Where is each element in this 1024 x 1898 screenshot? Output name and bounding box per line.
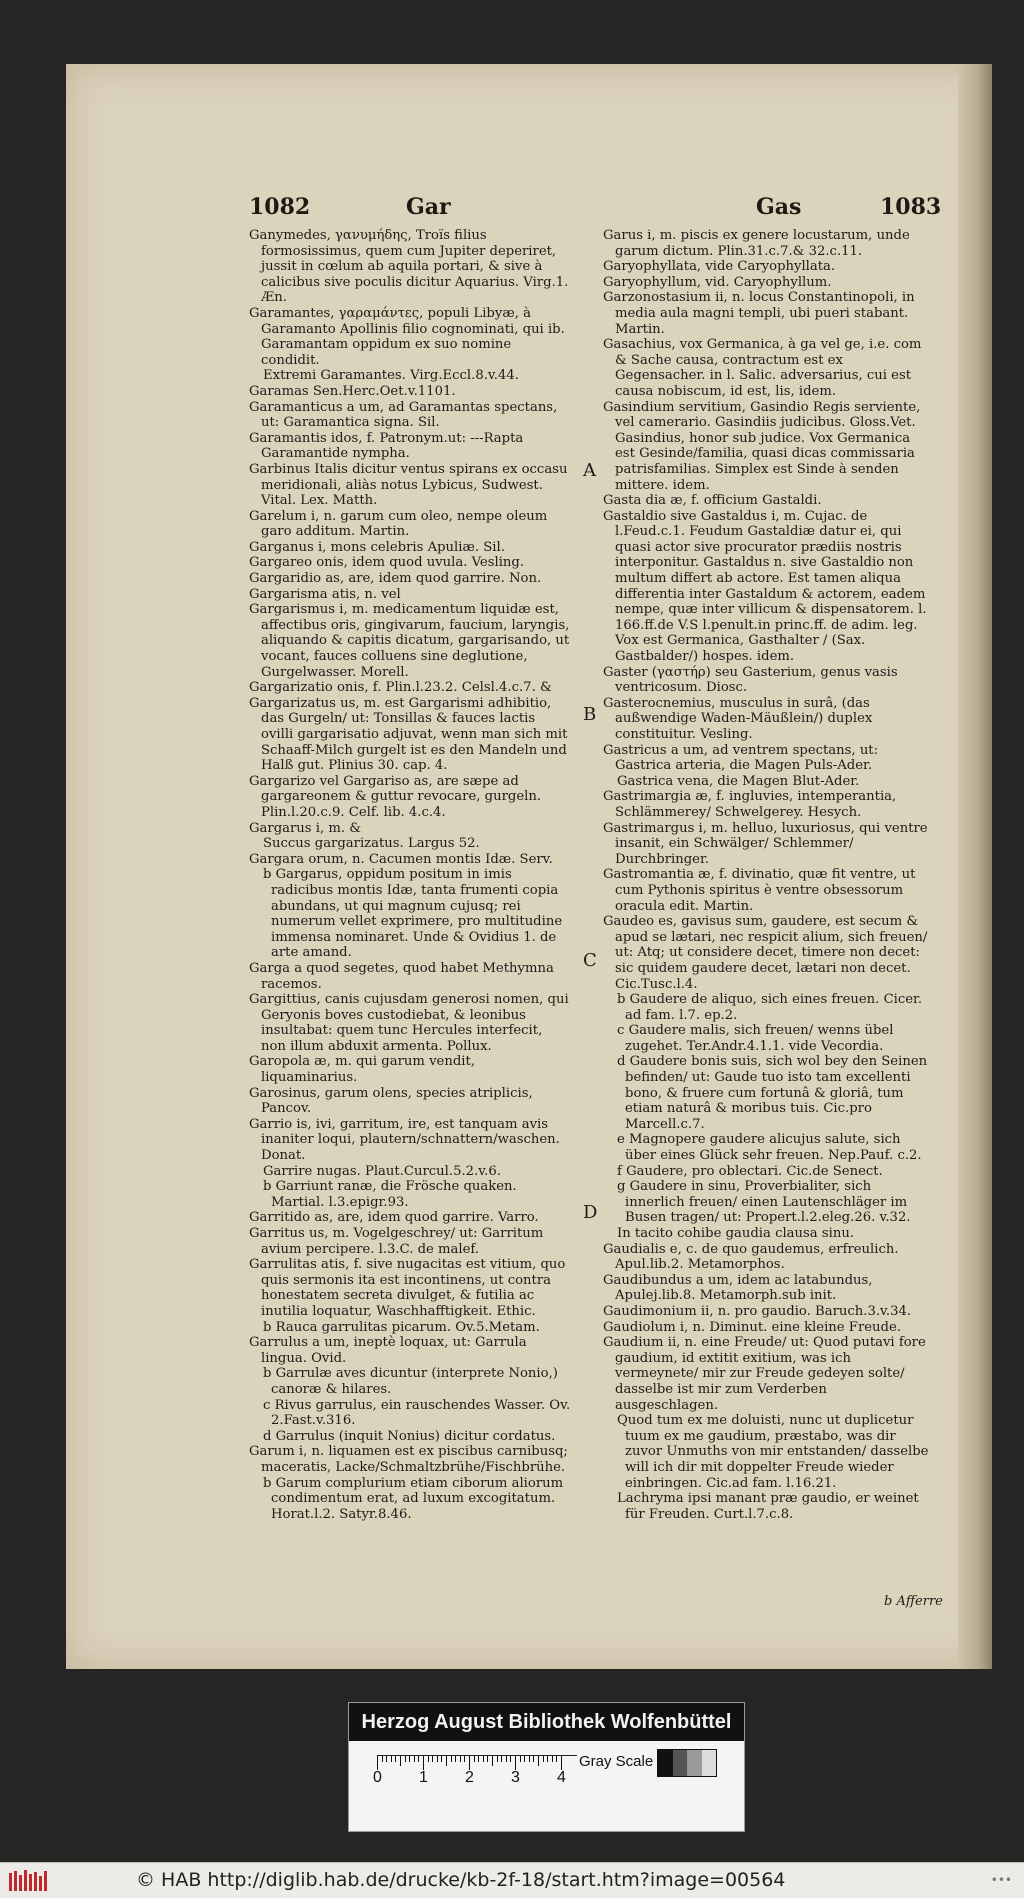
ruler-number: 4 xyxy=(557,1769,566,1786)
ruler-tick xyxy=(487,1756,488,1762)
dictionary-entry: b Garriunt ranæ, die Frösche quaken. Martial. l.3.epigr.93. xyxy=(263,1179,517,1210)
dictionary-entry: Succus gargarizatus. Largus 52. xyxy=(263,836,480,852)
ruler-tick xyxy=(460,1756,461,1762)
ruler-tick xyxy=(556,1756,557,1762)
left-column xyxy=(249,228,571,1522)
ruler-tick xyxy=(455,1756,456,1762)
ruler-tick xyxy=(423,1756,424,1770)
dictionary-entry: c Gaudere malis, sich freuen/ wenns übel zugehet. Ter.Andr.4.1.1. vide Vecordia. xyxy=(617,1023,894,1054)
ruler-tick xyxy=(432,1756,433,1762)
ruler-number: 1 xyxy=(419,1769,428,1786)
dictionary-entry: Garritus us, m. Vogelgeschrey/ ut: Garritum avium percipere. l.3.C. de malef. xyxy=(249,1226,544,1257)
ruler-tick xyxy=(543,1756,544,1762)
ruler-tick xyxy=(386,1756,387,1762)
dictionary-entry: Gaster (γαστήρ) seu Gasterium, genus vasis ventricosum. Diosc. xyxy=(603,664,898,696)
gray-scale-swatch xyxy=(657,1749,717,1777)
dictionary-entry: Gastaldio sive Gastaldus i, m. Cujac. de l.Feud.c.1. Feudum Gastaldiæ datur ei, qui quasi actor sive procurator prædiis nostris interponitur. Gastaldus n. sive Gastaldio non multum differt ab actore. Est tamen aliqua differentia inter Gastaldum & actorem, eadem nempe, quæ inter villicum & dispensatorem. l. 166.ff.de V.S l.penult.in princ.ff. de adim. leg. Vox est Germanica, Gasthalter / (Sax. Gastbalder/) hospes. idem. xyxy=(603,508,927,665)
cm-ruler xyxy=(377,1755,577,1785)
dictionary-entry: c Rivus garrulus, ein rauschendes Wasser. Ov. 2.Fast.v.316. xyxy=(263,1397,571,1429)
ruler-tick xyxy=(492,1756,493,1766)
dictionary-entry: Garganus i, mons celebris Apuliæ. Sil. xyxy=(249,539,505,555)
dictionary-entry: Gargarisma atis, n. vel xyxy=(249,586,401,602)
hab-logo-icon xyxy=(8,1869,48,1893)
dictionary-entry: Gasterocnemius, musculus in surâ, (das außwendige Waden-Mäußlein/) duplex constituitur. Vesling. xyxy=(603,695,873,742)
dictionary-entry: b Rauca garrulitas picarum. Ov.5.Metam. xyxy=(263,1319,540,1335)
dictionary-entry: Garamas Sen.Herc.Oet.v.1101. xyxy=(249,383,456,399)
ruler-tick xyxy=(377,1756,378,1770)
section-marker-c: C xyxy=(583,950,597,971)
dictionary-entry: b Garum complurium etiam ciborum aliorum condimentum erat, ad luxum excogitatum. Horat.l.2. Satyr.8.46. xyxy=(263,1475,564,1522)
dictionary-entry: Gastricus a um, ad ventrem spectans, ut: Gastrica arteria, die Magen Puls-Ader. xyxy=(603,742,879,774)
dictionary-entry: Ganymedes, γανυμήδης, Troïs filius formosissimus, quem cum Jupiter deperiret, jussit in cœlum ab aquila portari, & sive à calicibus sive poculis dicitur Aquarius. Virg.1. Æn. xyxy=(249,228,569,306)
ruler-tick xyxy=(446,1756,447,1766)
section-marker-a: A xyxy=(583,460,596,481)
dictionary-entry: Gargara orum, n. Cacumen montis Idæ. Serv. xyxy=(249,851,553,867)
dictionary-entry: f Gaudere, pro oblectari. Cic.de Senect. xyxy=(617,1163,883,1179)
ruler-tick xyxy=(391,1756,392,1762)
ruler-tick xyxy=(515,1756,516,1770)
ruler-number: 0 xyxy=(373,1769,382,1786)
ruler-tick xyxy=(469,1756,470,1770)
dictionary-entry: Garbinus Italis dicitur ventus spirans ex occasu meridionali, aliàs notus Lybicus, Sudwest. Vital. Lex. Matth. xyxy=(249,461,568,509)
ruler-tick xyxy=(497,1756,498,1762)
dictionary-entry: Garrio is, ivi, garritum, ire, est tanquam avis inaniter loqui, plautern/schnattern/waschen. Donat. xyxy=(249,1116,560,1164)
ruler-tick xyxy=(501,1756,502,1762)
dictionary-entry: Garamantes, γαραμάντες, populi Libyæ, à Garamanto Apollinis filio cognominati, qui ib. Garamantam oppidum ex suo nomine condidit. xyxy=(249,305,565,368)
menu-dots-icon[interactable]: ••• xyxy=(990,1873,1012,1887)
dictionary-entry: b Garrulæ aves dicuntur (interprete Nonio,) canoræ & hilares. xyxy=(263,1366,558,1397)
ruler-tick xyxy=(464,1756,465,1762)
ruler-number: 3 xyxy=(511,1769,520,1786)
dictionary-entry: In tacito cohibe gaudia clausa sinu. xyxy=(617,1226,855,1241)
dictionary-entry: Gasachius, vox Germanica, à ga vel ge, i.e. com & Sache causa, contractum est ex Gegensacher. in l. Salic. adversarius, cui est causa nobiscum, id est, lis, idem. xyxy=(603,337,922,399)
dictionary-entry: Garamanticus a um, ad Garamantas spectans, ut: Garamantica signa. Sil. xyxy=(249,399,558,431)
dictionary-entry: Gargarizatio onis, f. Plin.l.23.2. Celsl.4.c.7. & xyxy=(249,680,552,696)
dictionary-entry: Gargareo onis, idem quod uvula. Vesling. xyxy=(249,555,525,571)
ruler-tick xyxy=(409,1756,410,1762)
dictionary-entry: Garyophyllata, vide Caryophyllata. xyxy=(603,259,836,275)
dictionary-entry: Quod tum ex me doluisti, nunc ut duplicetur tuum ex me gaudium, præstabo, was dir zuvor Unmuths von mir entstanden/ dasselbe will ich dir mit doppelter Freude wieder einbringen. Cic.ad fam. l.16.21. xyxy=(617,1413,929,1491)
ruler-tick xyxy=(474,1756,475,1762)
dictionary-entry: Gargarizatus us, m. est Gargarismi adhibitio, das Gurgeln/ ut: Tonsillas & fauces lactis ovilli gargarisatio adjuvat, wenn man sich mit Schaaff-Milch gurgelt ist es den Mandeln und Halß gut. Plinius 30. cap. 4. xyxy=(249,695,568,774)
dictionary-entry: b Gargarus, oppidum positum in imis radicibus montis Idæ, tanta frumenti copia abundans, ut qui magnum cujusq; rei numerum vellet exprimere, pro multitudine immensa nominaret. Unde & Ovidius 1. de arte amand. xyxy=(263,867,563,961)
catchword: b Afferre xyxy=(884,1594,943,1609)
dictionary-entry: Garamantis idos, f. Patronym.ut: ---Rapta Garamantide nympha. xyxy=(249,430,524,462)
ruler-tick xyxy=(510,1756,511,1762)
dictionary-entry: Garga a quod segetes, quod habet Methymna racemos. xyxy=(249,960,554,992)
dictionary-entry: Garum i, n. liquamen est ex piscibus carnibusq; maceratis, Lacke/Schmaltzbrühe/Fischbrühe. xyxy=(249,1444,568,1475)
dictionary-entry: Gargarismus i, m. medicamentum liquidæ est, affectibus oris, gingivarum, faucium, laryngis, aliquando & capitis dicatum, gargarisando, ut vocant, fauces colluens sine deglutione, Gurgelwasser. Morell. xyxy=(249,602,570,680)
ruler-tick xyxy=(520,1756,521,1762)
ruler-tick xyxy=(538,1756,539,1766)
ruler-tick xyxy=(437,1756,438,1762)
dictionary-entry: Gaudiolum i, n. Diminut. eine kleine Freude. xyxy=(603,1319,901,1335)
right-column xyxy=(603,228,933,1522)
ruler-tick xyxy=(441,1756,442,1762)
ruler-tick xyxy=(547,1756,548,1762)
dictionary-entry: Gastrica vena, die Magen Blut-Ader. xyxy=(617,773,860,789)
dictionary-entry: Garritido as, are, idem quod garrire. Varro. xyxy=(249,1210,539,1226)
copyright-url[interactable]: © HAB http://diglib.hab.de/drucke/kb-2f-18/start.htm?image=00564 xyxy=(136,1869,786,1891)
ruler-tick xyxy=(428,1756,429,1762)
left-page-number: 1082 xyxy=(249,194,311,220)
dictionary-entry: Garrulitas atis, f. sive nugacitas est vitium, quo quis sermonis ita est incontinens, ut contra honestatem secreta divulget, & futilia ac inutilia loquatur, Waschhafftigkeit. Ethic. xyxy=(249,1257,566,1319)
dictionary-entry: Gastromantia æ, f. divinatio, quæ fit ventre, ut cum Pythonis spiritus è ventre obsessorum oracula edit. Martin. xyxy=(603,867,916,914)
dictionary-entry: Garzonostasium ii, n. locus Constantinopoli, in media aula magni templi, ubi pueri stabant. Martin. xyxy=(603,290,915,337)
gray-scale-label: Gray Scale xyxy=(579,1753,654,1770)
section-marker-b: B xyxy=(583,704,597,725)
dictionary-entry: Gaudimonium ii, n. pro gaudio. Baruch.3.v.34. xyxy=(603,1303,912,1319)
viewer-footer xyxy=(0,1862,1024,1898)
dictionary-entry: Gaudibundus a um, idem ac latabundus, Apulej.lib.8. Metamorph.sub init. xyxy=(603,1272,873,1304)
dictionary-entry: Gaudeo es, gavisus sum, gaudere, est secum & apud se lætari, nec respicit alium, sich freuen/ ut: Atq; ut considere decet, timere non decet: sic quidem gaudere decet, lætari non decet. Cic.Tusc.l.4. xyxy=(603,914,928,992)
dictionary-entry: Extremi Garamantes. Virg.Eccl.8.v.44. xyxy=(263,368,519,384)
left-running-head: Gar xyxy=(406,194,451,220)
ruler-number: 2 xyxy=(465,1769,474,1786)
ruler-tick xyxy=(506,1756,507,1762)
section-marker-d: D xyxy=(583,1202,598,1223)
right-running-head: Gas xyxy=(756,194,802,220)
dictionary-entry: e Magnopere gaudere alicujus salute, sich über eines Glück sehr freuen. Nep.Pauf. c.2. xyxy=(617,1132,922,1164)
ruler-tick xyxy=(414,1756,415,1762)
color-scale-card xyxy=(348,1702,745,1832)
book-gutter xyxy=(958,64,992,1669)
ruler-tick xyxy=(478,1756,479,1762)
dictionary-entry: Gasindium servitium, Gasindio Regis serviente, vel camerario. Gasindiis judicibus. Gloss.Vet. Gasindius, honor sub judice. Vox Germanica est Gesinde/familia, quasi dicas commissaria patrisfamilias. Simplex est Sinde à senden mittere. idem. xyxy=(603,399,921,493)
dictionary-entry: Gargarizo vel Gargariso as, are sæpe ad gargareonem & guttur revocare, gurgeln. Plin.l.20.c.9. Celf. lib. 4.c.4. xyxy=(249,773,542,820)
ruler-tick xyxy=(552,1756,553,1762)
right-page-number: 1083 xyxy=(880,194,942,220)
ruler-tick xyxy=(418,1756,419,1762)
dictionary-entry: d Gaudere bonis suis, sich wol bey den Seinen befinden/ ut: Gaude tuo isto tam excellenti bono, & fruere cum fortunâ & gloriâ, tum etiam naturâ & moribus tuis. Cic.pro Marcell.c.7. xyxy=(617,1054,928,1132)
dictionary-entry: Gargittius, canis cujusdam generosi nomen, qui Geryonis boves custodiebat, & leonibus insultabat: quem tunc Hercules interfecit, non illum abduxit armenta. Pollux. xyxy=(249,992,569,1054)
ruler-tick xyxy=(533,1756,534,1762)
scanned-page xyxy=(66,64,992,1669)
ruler-tick xyxy=(561,1756,562,1770)
library-name: Herzog August Bibliothek Wolfenbüttel xyxy=(349,1703,744,1741)
dictionary-entry: Gargaridio as, are, idem quod garrire. Non. xyxy=(249,571,542,587)
ruler-tick xyxy=(524,1756,525,1762)
dictionary-entry: Gastrimargia æ, f. ingluvies, intemperantia, Schlämmerey/ Schwelgerey. Hesych. xyxy=(603,789,897,820)
ruler-tick xyxy=(405,1756,406,1762)
dictionary-entry: Gaudium ii, n. eine Freude/ ut: Quod putavi fore gaudium, id extitit exitium, was ich vermeynete/ mir zur Freude gedeyen solte/ dasselbe ist mir zum Verderben ausgeschlagen. xyxy=(603,1335,926,1413)
ruler-tick xyxy=(451,1756,452,1762)
dictionary-entry: Lachryma ipsi manant præ gaudio, er weinet für Freuden. Curt.l.7.c.8. xyxy=(617,1491,919,1522)
dictionary-entry: Garopola æ, m. qui garum vendit, liquaminarius. xyxy=(249,1054,476,1086)
dictionary-entry: Gargarus i, m. & xyxy=(249,820,361,836)
dictionary-entry: d Garrulus (inquit Nonius) dicitur cordatus. xyxy=(263,1428,556,1444)
dictionary-entry: Garyophyllum, vid. Caryophyllum. xyxy=(603,274,832,290)
dictionary-entry: Gaudialis e, c. de quo gaudemus, erfreulich. Apul.lib.2. Metamorphos. xyxy=(603,1241,899,1273)
dictionary-entry: Garus i, m. piscis ex genere locustarum, unde garum dictum. Plin.31.c.7.& 32.c.11. xyxy=(603,228,910,259)
ruler-tick xyxy=(529,1756,530,1762)
ruler-tick xyxy=(400,1756,401,1766)
dictionary-entry: Garrire nugas. Plaut.Curcul.5.2.v.6. xyxy=(263,1163,501,1179)
dictionary-entry: Garosinus, garum olens, species atriplicis, Pancov. xyxy=(249,1085,533,1117)
ruler-tick xyxy=(483,1756,484,1762)
dictionary-entry: Garrulus a um, ineptè loquax, ut: Garrula lingua. Ovid. xyxy=(249,1335,527,1366)
dictionary-entry: Garelum i, n. garum cum oleo, nempe oleum garo additum. Martin. xyxy=(249,508,548,540)
ruler-tick xyxy=(382,1756,383,1762)
dictionary-entry: Gasta dia æ, f. officium Gastaldi. xyxy=(603,493,822,509)
dictionary-entry: Gastrimargus i, m. helluo, luxuriosus, qui ventre insanit, ein Schwälger/ Schlemmer/ Durchbringer. xyxy=(603,820,928,867)
dictionary-entry: b Gaudere de aliquo, sich eines freuen. Cicer. ad fam. l.7. ep.2. xyxy=(617,992,923,1023)
ruler-tick xyxy=(395,1756,396,1762)
dictionary-entry: g Gaudere in sinu, Proverbialiter, sich innerlich freuen/ einen Lautenschläger im Busen tragen/ ut: Propert.l.2.eleg.26. v.32. xyxy=(617,1179,911,1226)
